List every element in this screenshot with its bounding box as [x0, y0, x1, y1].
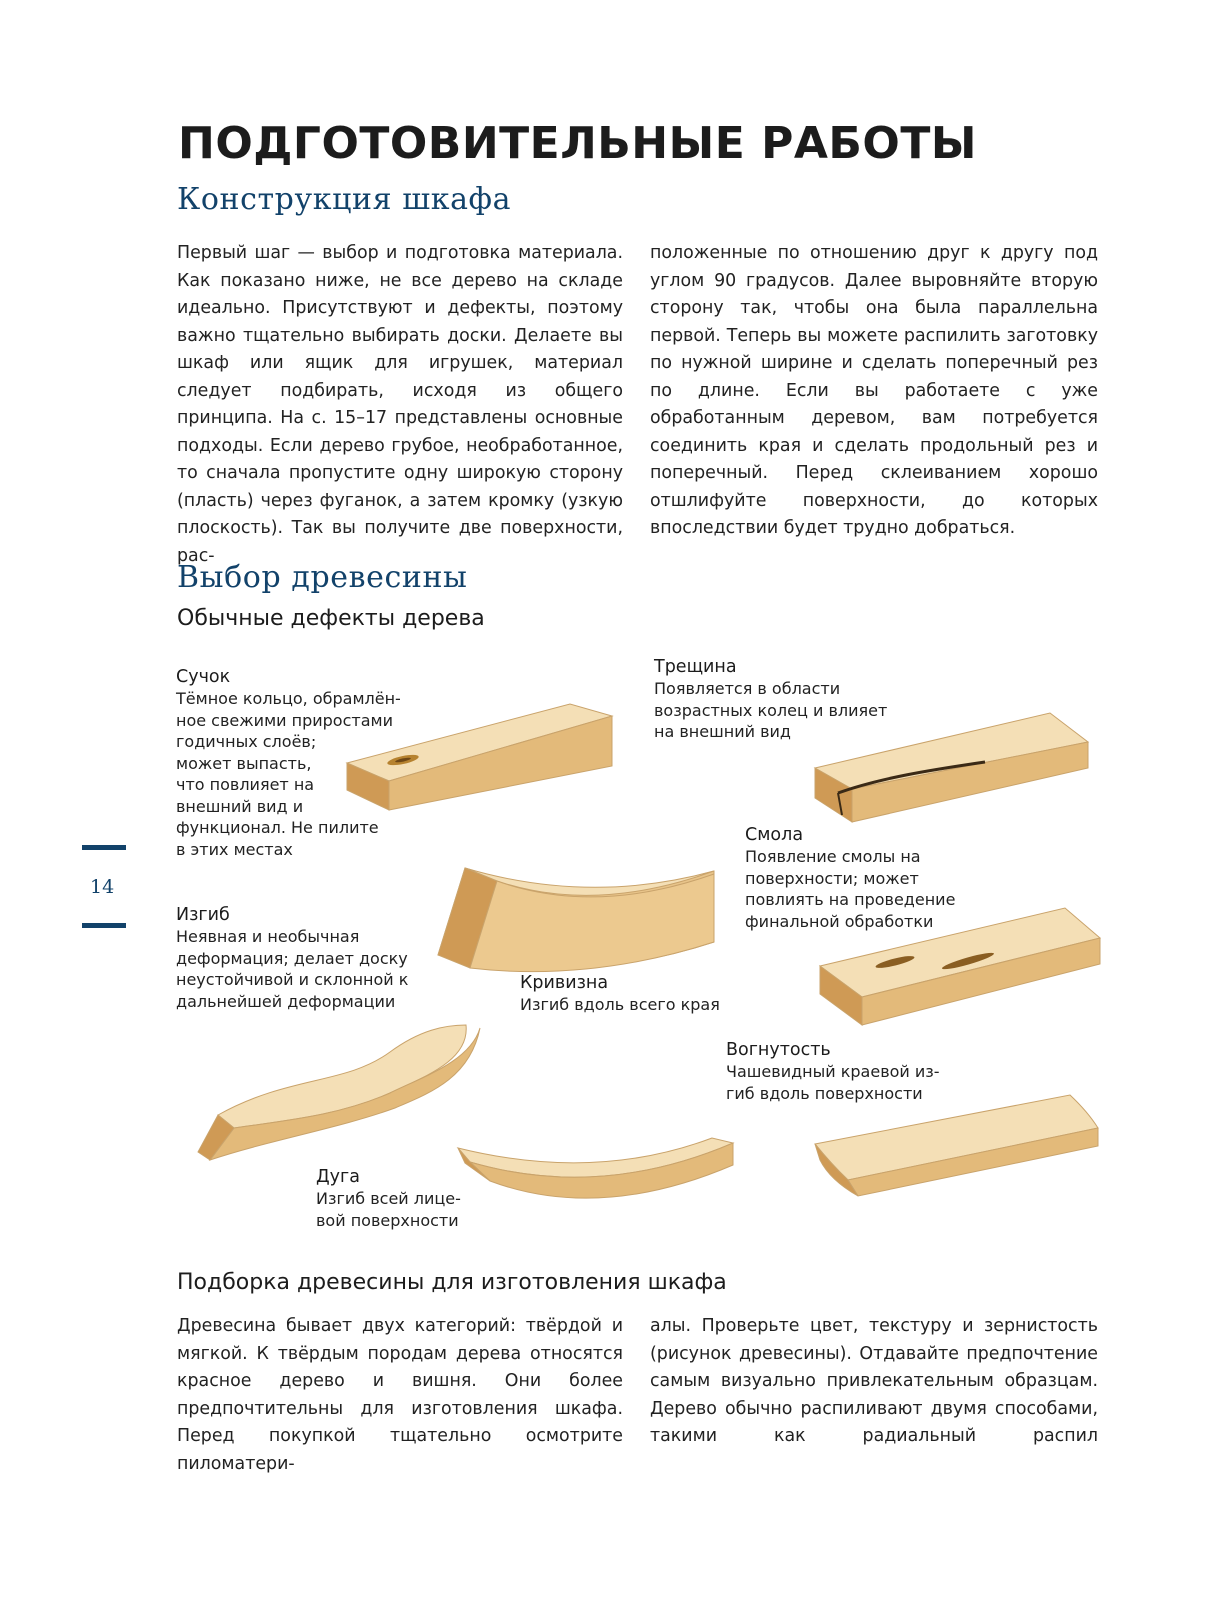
label-twist — [176, 904, 446, 1012]
label-twist-title: Изгиб — [176, 905, 230, 925]
page-title: ПОДГОТОВИТЕЛЬНЫЕ РАБОТЫ — [178, 118, 977, 169]
subtitle-defects: Обычные дефекты дерева — [177, 606, 485, 631]
label-crook-text: Изгиб вдоль всего края — [520, 995, 720, 1014]
label-crack-text: Появляется в области возрастных колец и влияет на внешний вид — [654, 679, 888, 741]
label-knot-title: Сучок — [176, 667, 231, 687]
intro-column-left: Первый шаг — выбор и подготовка материала. Как показано ниже, не все дерево на складе идеально. Присутствуют и дефекты, поэтому важно тщательно выбирать доски. Делаете вы шкаф или ящик для игрушек, материал следует подбирать, исходя из общего принципа. На с. 15–17 представлены основные подходы. Если дерево грубое, необработанное, то сначала пропустите одну широкую сторону (пласть) через фуганок, а затем кромку (узкую плоскость). Так вы получите две поверхности, рас- — [177, 243, 623, 566]
section-title-wood-choice: Выбор древесины — [177, 560, 468, 595]
label-resin-text: Появление смолы на поверхности; может повлиять на проведение финальной обработки — [745, 847, 956, 931]
subtitle-wood-selection: Подборка древесины для изготовления шкафа — [177, 1270, 727, 1295]
crook-board-illustration — [438, 868, 714, 972]
label-knot — [176, 666, 436, 860]
label-bow-title: Дуга — [316, 1167, 360, 1187]
label-bow-text: Изгиб всей лице- вой поверхности — [316, 1189, 461, 1230]
label-knot-text: Тёмное кольцо, обрамлён- ное свежими приростами годичных слоёв; может выпасть, что повлияет на внешний вид и функционал. Не пилите в этих местах — [176, 689, 401, 859]
label-cup-text: Чашевидный краевой из- гиб вдоль поверхности — [726, 1062, 940, 1103]
label-bow — [316, 1166, 496, 1231]
label-resin — [745, 824, 1005, 932]
selection-column-left: Древесина бывает двух категорий: твёрдой и мягкой. К твёрдым породам дерева относятся красное дерево и вишня. Они более предпочтительны для изготовления шкафа. Перед покупкой тщательно осмотрите пиломатери- — [177, 1316, 623, 1474]
label-crook-title: Кривизна — [520, 973, 609, 993]
bow-board-illustration — [458, 1138, 733, 1198]
cup-board-illustration — [815, 1095, 1098, 1196]
label-twist-text: Неявная и необычная деформация; делает доску неустойчивой и склонной к дальнейшей деформации — [176, 927, 409, 1011]
label-resin-title: Смола — [745, 825, 804, 845]
label-crook — [520, 972, 760, 1016]
label-cup — [726, 1039, 976, 1104]
label-crack-title: Трещина — [654, 657, 737, 677]
section-title-cabinet: Конструкция шкафа — [177, 182, 512, 217]
page-number: 14 — [90, 876, 115, 898]
twist-board-illustration — [198, 1025, 480, 1160]
intro-column-right: положенные по отношению друг к другу под углом 90 градусов. Далее выровняйте вторую сторону так, чтобы она была параллельна первой. Теперь вы можете распилить заготовку по нужной ширине и сделать поперечный рез по длине. Если вы работаете с уже обработанным деревом, вам потребуется соединить края и сделать продольный рез и поперечный. Перед склеиванием хорошо отшлифуйте поверхности, до которых впоследствии будет трудно добраться. — [650, 243, 1098, 538]
selection-column-right: алы. Проверьте цвет, текстуру и зернистость (рисунок древесины). Отдавайте предпочтение самым визуально привлекательным образцам. Дерево обычно распиливают двумя способами, такими как радиальный распил — [650, 1316, 1098, 1446]
label-cup-title: Вогнутость — [726, 1040, 831, 1060]
label-crack — [654, 656, 924, 743]
